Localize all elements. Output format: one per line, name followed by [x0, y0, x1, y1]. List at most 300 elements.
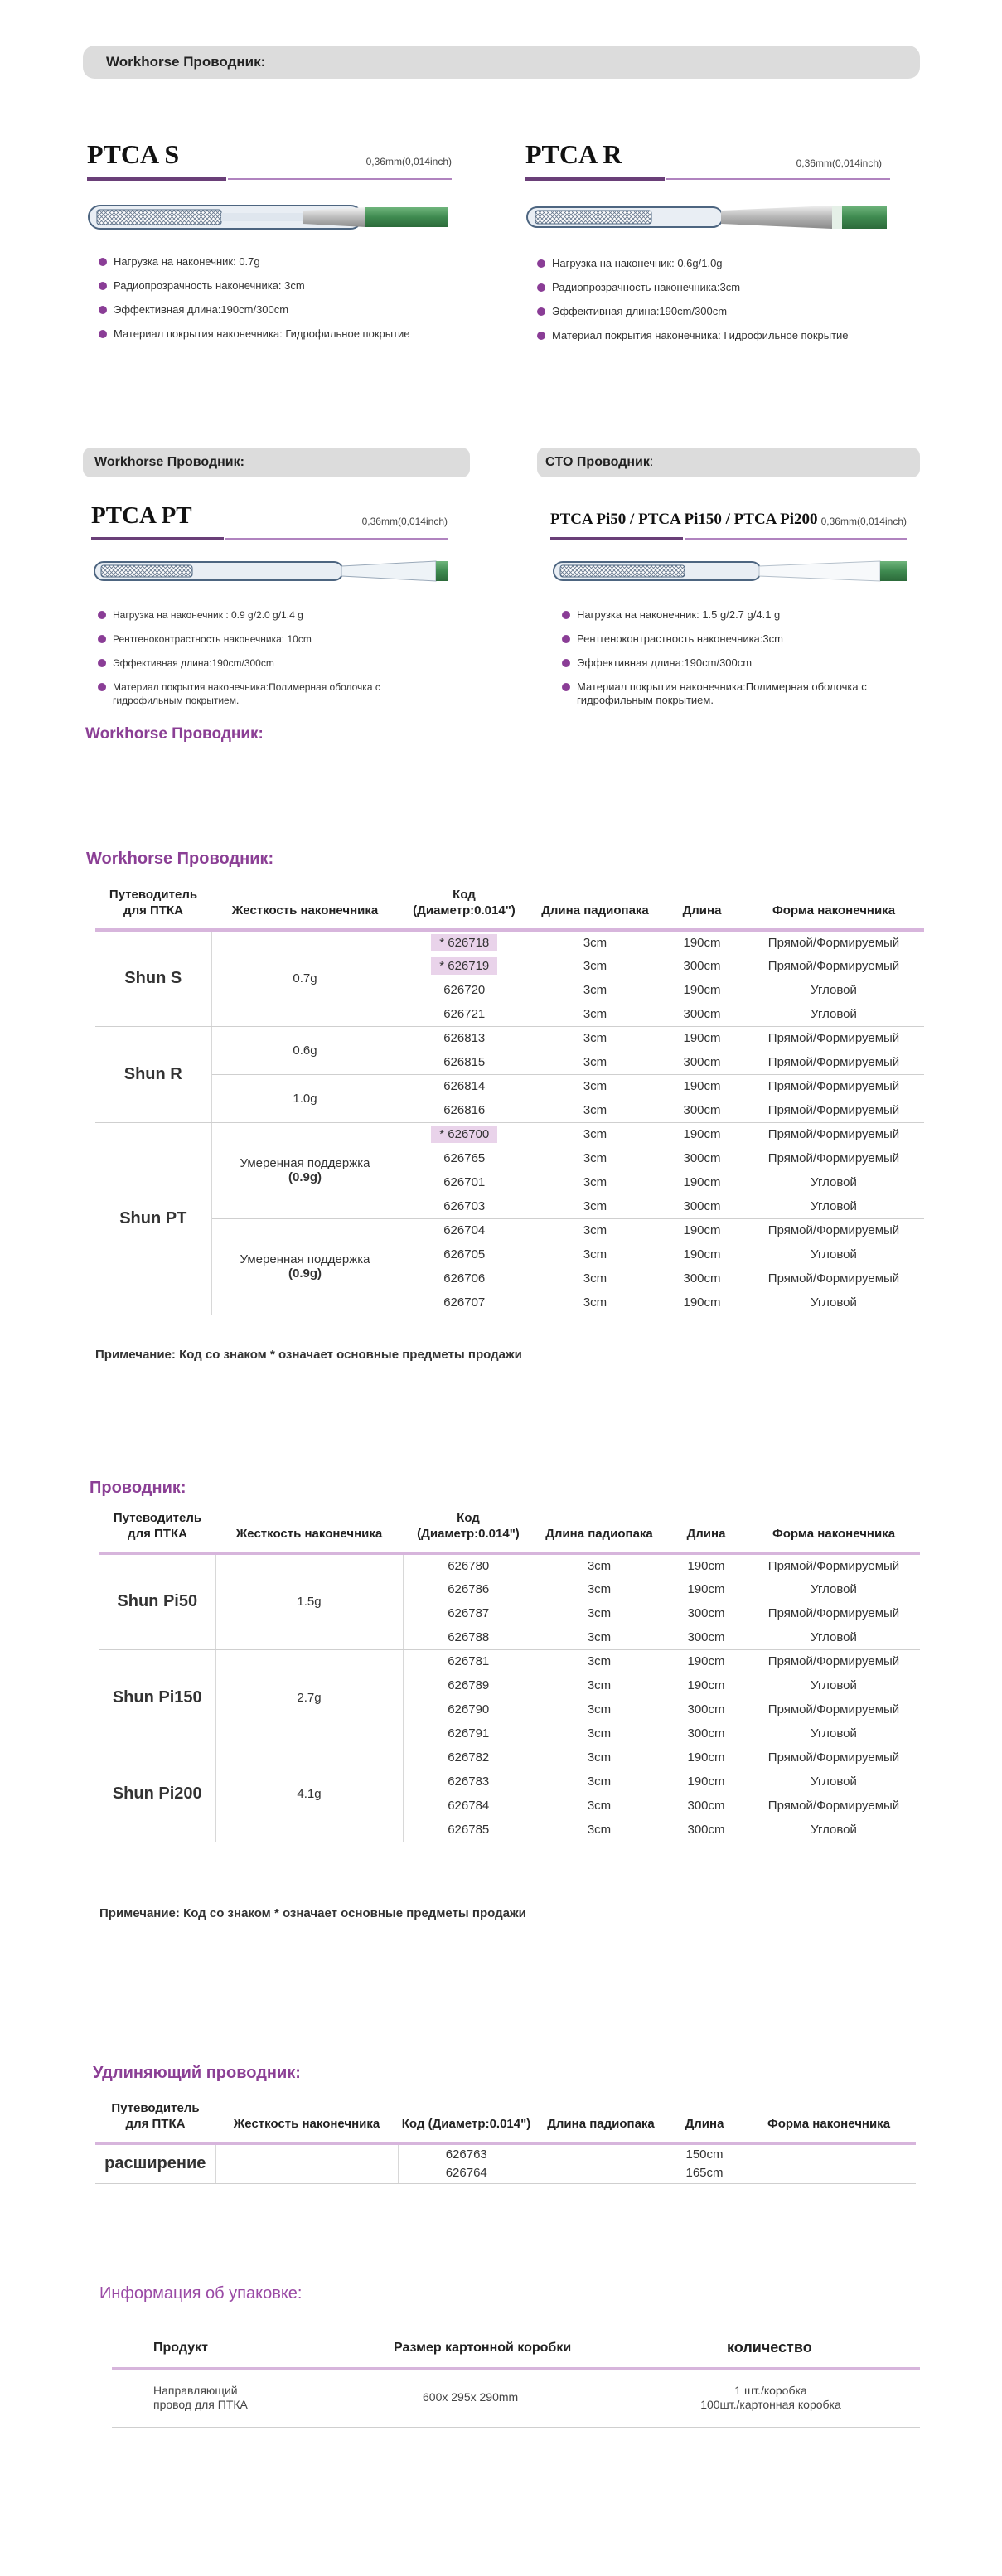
radiopaque-length-cell [530, 1026, 661, 1050]
radiopaque-length: 3cm [583, 1054, 607, 1069]
tip-shape-cell [748, 1697, 920, 1721]
wire-length-cell [665, 1553, 748, 1577]
product-code-cell [403, 1721, 534, 1746]
product-code: 626705 [443, 1247, 486, 1261]
table-row [95, 1026, 924, 1050]
radiopaque-length: 3cm [587, 1559, 612, 1573]
product-code-cell [399, 1050, 530, 1074]
product-code: * 626700 [431, 1126, 497, 1143]
radiopaque-length-cell [530, 1170, 661, 1194]
header-guide: Путеводитель для ПТКА [95, 877, 211, 930]
wire-length: 190cm [687, 1750, 725, 1765]
model-name: Shun PT [95, 1122, 211, 1315]
product-code-cell [398, 2143, 535, 2163]
radiopaque-length-cell [530, 1242, 661, 1266]
guidewire-illustration [525, 202, 890, 232]
header-shape: Форма наконечника [742, 2089, 916, 2143]
product-code-cell [403, 1673, 534, 1697]
radiopaque-length-cell [534, 1673, 665, 1697]
wire-length-cell [661, 1170, 743, 1194]
product-title: PTCA PT [91, 502, 192, 529]
model-name: Shun Pi200 [99, 1746, 215, 1842]
product-code: 626787 [448, 1606, 490, 1620]
radiopaque-length-cell [534, 1746, 665, 1770]
radiopaque-length-cell [530, 1122, 661, 1146]
wire-length-cell [661, 1002, 743, 1026]
product-code: 626786 [448, 1582, 490, 1596]
tip-shape: Прямой/Формируемый [767, 1750, 900, 1765]
wire-length: 300cm [687, 1629, 725, 1644]
feature-item: Материал покрытия наконечника: Гидрофильное покрытие [534, 329, 890, 342]
wire-length-cell [661, 1026, 743, 1050]
diameter-spec: 0,36mm(0,014inch) [365, 156, 452, 167]
tip-shape-cell [748, 1625, 920, 1649]
product-code: 626813 [443, 1031, 486, 1046]
packaging-header-box: Размер картонной коробки [394, 2341, 572, 2355]
diameter-spec: 0,36mm(0,014inch) [796, 157, 882, 169]
wire-length: 300cm [683, 1054, 721, 1069]
radiopaque-length-cell [534, 1794, 665, 1818]
tip-shape: Прямой/Формируемый [767, 1031, 900, 1046]
wire-length: 300cm [683, 959, 721, 973]
wire-length: 190cm [687, 1559, 725, 1573]
product-code: 626785 [448, 1822, 490, 1837]
product-code-cell [399, 1170, 530, 1194]
wire-length-cell [665, 1649, 748, 1673]
tip-shape-cell [748, 1746, 920, 1770]
feature-item: Материал покрытия наконечника:Полимерная оболочка с гидрофильным покрытием. [559, 680, 874, 707]
product-code: 626784 [448, 1799, 490, 1813]
feature-item: Нагрузка на наконечник: 1.5 g/2.7 g/4.1 g [559, 608, 907, 622]
feature-item: Радиопрозрачность наконечника:3cm [534, 281, 890, 294]
tip-shape-cell [748, 1818, 920, 1842]
wire-length: 300cm [687, 1799, 725, 1813]
table-row [95, 2143, 916, 2163]
header-length: Длина [665, 1503, 748, 1553]
header-radiopaque: Длина падиопака [535, 2089, 667, 2143]
product-code-cell [403, 1625, 534, 1649]
title-rule-light [666, 178, 890, 180]
product-title: PTCA R [525, 139, 622, 169]
stiffness-value: 4.1g [297, 1786, 322, 1801]
radiopaque-length-cell [530, 978, 661, 1002]
wire-length: 190cm [683, 936, 721, 950]
product-code-cell [399, 978, 530, 1002]
product-code: 626791 [448, 1726, 490, 1741]
pi-spec-table [99, 1503, 920, 1842]
tip-shape: Угловой [811, 1775, 857, 1789]
wire-length-cell [661, 930, 743, 954]
radiopaque-length-cell [530, 1194, 661, 1218]
product-code-cell [403, 1577, 534, 1601]
product-code-cell [399, 1242, 530, 1266]
tip-shape: Угловой [811, 1822, 857, 1837]
radiopaque-length-cell [530, 930, 661, 954]
title-rule-light [225, 538, 448, 540]
header-shape: Форма наконечника [743, 877, 924, 930]
tip-shape-cell [743, 1026, 924, 1050]
stiffness-cell [211, 1074, 399, 1122]
header-stiffness: Жесткость наконечника [211, 877, 399, 930]
wire-length-cell [661, 1242, 743, 1266]
section-heading: Проводник: [90, 1479, 186, 1497]
radiopaque-length: 3cm [583, 1271, 607, 1286]
table-row [95, 1122, 924, 1146]
tip-shape: Прямой/Формируемый [767, 1054, 900, 1069]
tip-shape: Угловой [811, 983, 857, 997]
tip-shape-cell [743, 1170, 924, 1194]
radiopaque-length: 3cm [583, 1006, 607, 1021]
diameter-spec: 0,36mm(0,014inch) [820, 516, 907, 527]
stiffness-cell [211, 1122, 399, 1218]
packaging-table [112, 2327, 920, 2427]
product-code: 626703 [443, 1198, 486, 1213]
wire-length-cell [661, 954, 743, 978]
title-rule-light [228, 178, 452, 180]
packaging-header-qty: количество [727, 2339, 812, 2356]
radiopaque-length-cell [534, 1697, 665, 1721]
feature-item: Рентгеноконтрастность наконечника:3cm [559, 632, 907, 646]
product-code-cell [398, 2163, 535, 2183]
wire-length: 300cm [687, 1822, 725, 1837]
section-bar-label: CTO Проводник [545, 455, 650, 469]
product-code: 626788 [448, 1629, 490, 1644]
section-bar-cto [537, 448, 920, 477]
table-note: Примечание: Код со знаком * означает основные предметы продажи [95, 1348, 522, 1362]
radiopaque-length: 3cm [583, 1151, 607, 1165]
stiffness-cell [211, 1218, 399, 1315]
tip-shape-cell [743, 1266, 924, 1290]
product-code-cell [399, 1146, 530, 1170]
header-guide: Путеводитель для ПТКА [95, 2089, 215, 2143]
section-bar-label: Workhorse Проводник: [94, 455, 244, 469]
wire-length-cell [665, 1818, 748, 1842]
radiopaque-length: 3cm [583, 1295, 607, 1310]
tip-shape: Угловой [811, 1295, 857, 1310]
wire-length-cell [665, 1577, 748, 1601]
title-rule-light [685, 538, 907, 540]
tip-shape-cell [743, 1218, 924, 1242]
radiopaque-length-cell [530, 1002, 661, 1026]
stiffness-cell [215, 1553, 403, 1649]
feature-item: Материал покрытия наконечника:Полимерная оболочка с гидрофильным покрытием. [94, 680, 393, 707]
product-card-ptca-pt [91, 502, 448, 718]
wire-length: 300cm [683, 1151, 721, 1165]
radiopaque-length-cell [530, 1266, 661, 1290]
wire-length: 300cm [683, 1102, 721, 1117]
wire-length: 300cm [687, 1726, 725, 1741]
section-bar-workhorse-top [83, 46, 920, 79]
tip-shape: Прямой/Формируемый [767, 1151, 900, 1165]
product-code-cell [399, 1122, 530, 1146]
tip-shape: Прямой/Формируемый [767, 936, 900, 950]
tip-shape: Прямой/Формируемый [767, 1799, 900, 1813]
tip-shape: Прямой/Формируемый [767, 959, 900, 973]
workhorse-spec-table [95, 877, 924, 1315]
radiopaque-length: 3cm [583, 1247, 607, 1261]
section-heading: Workhorse Проводник: [85, 725, 264, 743]
header-guide: Путеводитель для ПТКА [99, 1503, 215, 1553]
tip-shape: Угловой [811, 1175, 857, 1189]
wire-length: 190cm [687, 1775, 725, 1789]
radiopaque-length-cell [534, 1649, 665, 1673]
stiffness-value: Умеренная поддержка [240, 1252, 370, 1266]
wire-length-cell [665, 1770, 748, 1794]
wire-length-cell [665, 1721, 748, 1746]
radiopaque-length: 3cm [587, 1702, 612, 1717]
section-bar-label: Workhorse Проводник: [106, 54, 266, 70]
table-row [99, 1746, 920, 1770]
stiffness-cell [215, 1746, 403, 1842]
product-code-cell [403, 1601, 534, 1625]
table-row [95, 930, 924, 954]
section-heading: Workhorse Проводник: [86, 850, 274, 868]
product-code-cell [399, 1290, 530, 1315]
product-code: 626783 [448, 1775, 490, 1789]
tip-shape-cell [742, 2163, 916, 2183]
radiopaque-length-cell [530, 1290, 661, 1315]
model-name: Shun R [95, 1026, 211, 1122]
radiopaque-length-cell [534, 1818, 665, 1842]
wire-length-cell [665, 1673, 748, 1697]
product-code: 626815 [443, 1054, 486, 1069]
feature-list [94, 608, 451, 718]
product-code-cell [399, 1074, 530, 1098]
stiffness-value: 0.6g [293, 1043, 317, 1058]
radiopaque-length: 3cm [583, 1127, 607, 1142]
packaging-product: Направляющий провод для ПТКА [153, 2384, 248, 2411]
product-code-cell [399, 1194, 530, 1218]
radiopaque-length-cell [530, 1050, 661, 1074]
radiopaque-length-cell [534, 1625, 665, 1649]
guidewire-illustration [552, 558, 908, 584]
packaging-qty-2: 100шт./картонная коробка [700, 2398, 841, 2411]
tip-shape: Прямой/Формируемый [767, 1079, 900, 1094]
product-code: * 626718 [431, 934, 497, 951]
wire-length-cell [667, 2163, 742, 2183]
product-title: PTCA Pi50 / PTCA Pi150 / PTCA Pi200 [550, 511, 818, 528]
radiopaque-length: 3cm [587, 1822, 612, 1837]
stiffness-detail: (0.9g) [288, 1170, 322, 1184]
stiffness-cell [211, 1026, 399, 1074]
radiopaque-length-cell [530, 1146, 661, 1170]
tip-shape-cell [748, 1770, 920, 1794]
radiopaque-length: 3cm [587, 1678, 612, 1692]
radiopaque-length: 3cm [587, 1726, 612, 1741]
tip-shape-cell [743, 1290, 924, 1315]
product-code: 626763 [445, 2147, 487, 2162]
header-code: Код (Диаметр:0.014") [403, 1503, 534, 1553]
radiopaque-length: 3cm [587, 1582, 612, 1596]
radiopaque-length: 3cm [583, 983, 607, 997]
radiopaque-length: 3cm [587, 1750, 612, 1765]
packaging-row-rule [112, 2427, 920, 2428]
section-bar-workhorse [83, 448, 470, 477]
tip-shape-cell [743, 1194, 924, 1218]
section-heading: Удлиняющий проводник: [93, 2064, 301, 2082]
guidewire-illustration [87, 202, 452, 232]
stiffness-cell [211, 930, 399, 1026]
table-row [95, 1074, 924, 1098]
table-body [95, 930, 924, 1315]
wire-length-cell [665, 1601, 748, 1625]
stiffness-value: 1.5g [297, 1595, 322, 1610]
tip-shape-cell [748, 1553, 920, 1577]
radiopaque-length: 3cm [583, 1198, 607, 1213]
tip-shape: Угловой [811, 1582, 857, 1596]
tip-shape: Прямой/Формируемый [767, 1223, 900, 1238]
table-body [99, 1553, 920, 1842]
tip-shape: Прямой/Формируемый [767, 1654, 900, 1669]
tip-shape-cell [748, 1721, 920, 1746]
tip-shape-cell [742, 2143, 916, 2163]
extension-spec-table [95, 2089, 916, 2184]
wire-length: 300cm [683, 1006, 721, 1021]
tip-shape: Прямой/Формируемый [767, 1702, 900, 1717]
header-code: Код (Диаметр:0.014") [398, 2089, 535, 2143]
tip-shape: Угловой [811, 1629, 857, 1644]
tip-shape-cell [743, 954, 924, 978]
radiopaque-length-cell [534, 1770, 665, 1794]
tip-shape-cell [743, 1146, 924, 1170]
tip-shape-cell [743, 1242, 924, 1266]
radiopaque-length: 3cm [583, 936, 607, 950]
table-body [95, 2143, 916, 2183]
product-code: 626781 [448, 1654, 490, 1669]
header-stiffness: Жесткость наконечника [215, 1503, 403, 1553]
product-code: * 626719 [431, 957, 497, 975]
tip-shape: Прямой/Формируемый [767, 1559, 900, 1573]
feature-item: Нагрузка на наконечник: 0.6g/1.0g [534, 257, 890, 270]
wire-length: 190cm [687, 1582, 725, 1596]
radiopaque-length-cell [534, 1577, 665, 1601]
feature-list [95, 255, 452, 351]
wire-length-cell [661, 1050, 743, 1074]
product-code-cell [399, 1266, 530, 1290]
wire-length: 300cm [683, 1198, 721, 1213]
radiopaque-length-cell [530, 954, 661, 978]
product-card-ptca-pi [550, 502, 907, 718]
tip-shape: Прямой/Формируемый [767, 1102, 900, 1117]
tip-shape: Угловой [811, 1726, 857, 1741]
tip-shape: Угловой [811, 1006, 857, 1021]
stiffness-value: Умеренная поддержка [240, 1156, 370, 1170]
wire-length: 190cm [683, 1295, 721, 1310]
title-rule [525, 177, 665, 181]
wire-length-cell [665, 1697, 748, 1721]
product-code: 626816 [443, 1102, 486, 1117]
table-row [99, 1649, 920, 1673]
product-card-ptca-r [525, 139, 890, 355]
wire-length: 190cm [683, 1079, 721, 1094]
tip-shape: Прямой/Формируемый [767, 1127, 900, 1142]
table-note: Примечание: Код со знаком * означает основные предметы продажи [99, 1906, 526, 1920]
tip-shape-cell [743, 1002, 924, 1026]
radiopaque-length: 3cm [583, 959, 607, 973]
wire-length: 190cm [683, 1175, 721, 1189]
title-rule [550, 537, 683, 540]
radiopaque-length: 3cm [583, 1079, 607, 1094]
feature-item: Эффективная длина:190cm/300cm [559, 656, 907, 670]
radiopaque-length: 3cm [587, 1629, 612, 1644]
wire-length: 190cm [683, 1031, 721, 1046]
tip-shape: Угловой [811, 1198, 857, 1213]
radiopaque-length: 3cm [587, 1654, 612, 1669]
radiopaque-length: 3cm [587, 1775, 612, 1789]
wire-length-cell [661, 1146, 743, 1170]
packaging-header-product: Продукт [153, 2341, 208, 2355]
wire-length-cell [661, 1194, 743, 1218]
header-shape: Форма наконечника [748, 1503, 920, 1553]
stiffness-cell [215, 1649, 403, 1746]
stiffness-value: 0.7g [293, 971, 317, 986]
product-code: 626765 [443, 1151, 486, 1165]
wire-length: 300cm [683, 1271, 721, 1286]
tip-shape-cell [748, 1673, 920, 1697]
feature-item: Нагрузка на наконечник: 0.7g [95, 255, 452, 269]
wire-length-cell [665, 1746, 748, 1770]
product-code-cell [399, 954, 530, 978]
feature-item: Радиопрозрачность наконечника: 3cm [95, 279, 452, 293]
product-code: 626764 [445, 2166, 487, 2181]
wire-length-cell [667, 2143, 742, 2163]
wire-length: 190cm [687, 1678, 725, 1692]
model-name: Shun Pi150 [99, 1649, 215, 1746]
model-name: Shun S [95, 930, 211, 1026]
radiopaque-length-cell [530, 1074, 661, 1098]
product-code-cell [403, 1697, 534, 1721]
radiopaque-length: 3cm [583, 1223, 607, 1238]
radiopaque-length-cell [534, 1601, 665, 1625]
product-code: 626814 [443, 1079, 486, 1094]
tip-shape-cell [743, 1050, 924, 1074]
radiopaque-length: 3cm [583, 1102, 607, 1117]
wire-length-cell [661, 1098, 743, 1122]
product-code: 626704 [443, 1223, 486, 1238]
feature-list [534, 257, 890, 353]
radiopaque-length: 3cm [587, 1606, 612, 1620]
tip-shape-cell [743, 978, 924, 1002]
guidewire-illustration [93, 558, 449, 584]
feature-item: Рентгеноконтрастность наконечника: 10cm [94, 632, 451, 646]
radiopaque-length-cell [535, 2163, 667, 2183]
wire-length-cell [665, 1625, 748, 1649]
feature-item: Нагрузка на наконечник : 0.9 g/2.0 g/1.4 g [94, 608, 451, 622]
wire-length: 190cm [683, 1247, 721, 1261]
wire-length-cell [661, 1266, 743, 1290]
header-length: Длина [667, 2089, 742, 2143]
stiffness-cell [215, 2143, 398, 2183]
product-code-cell [403, 1553, 534, 1577]
tip-shape: Угловой [811, 1678, 857, 1692]
model-name: Shun Pi50 [99, 1553, 215, 1649]
product-code-cell [399, 1218, 530, 1242]
radiopaque-length-cell [535, 2143, 667, 2163]
radiopaque-length: 3cm [587, 1799, 612, 1813]
product-code: 626780 [448, 1559, 490, 1573]
wire-length: 300cm [687, 1606, 725, 1620]
header-length: Длина [661, 877, 743, 930]
header-stiffness: Жесткость наконечника [215, 2089, 398, 2143]
section-bar-colon: : [649, 455, 654, 469]
diameter-spec: 0,36mm(0,014inch) [361, 516, 448, 527]
product-title: PTCA S [87, 139, 180, 169]
wire-length: 190cm [683, 1223, 721, 1238]
product-code: 626789 [448, 1678, 490, 1692]
product-code: 626720 [443, 983, 486, 997]
product-code-cell [403, 1746, 534, 1770]
tip-shape: Прямой/Формируемый [767, 1271, 900, 1286]
